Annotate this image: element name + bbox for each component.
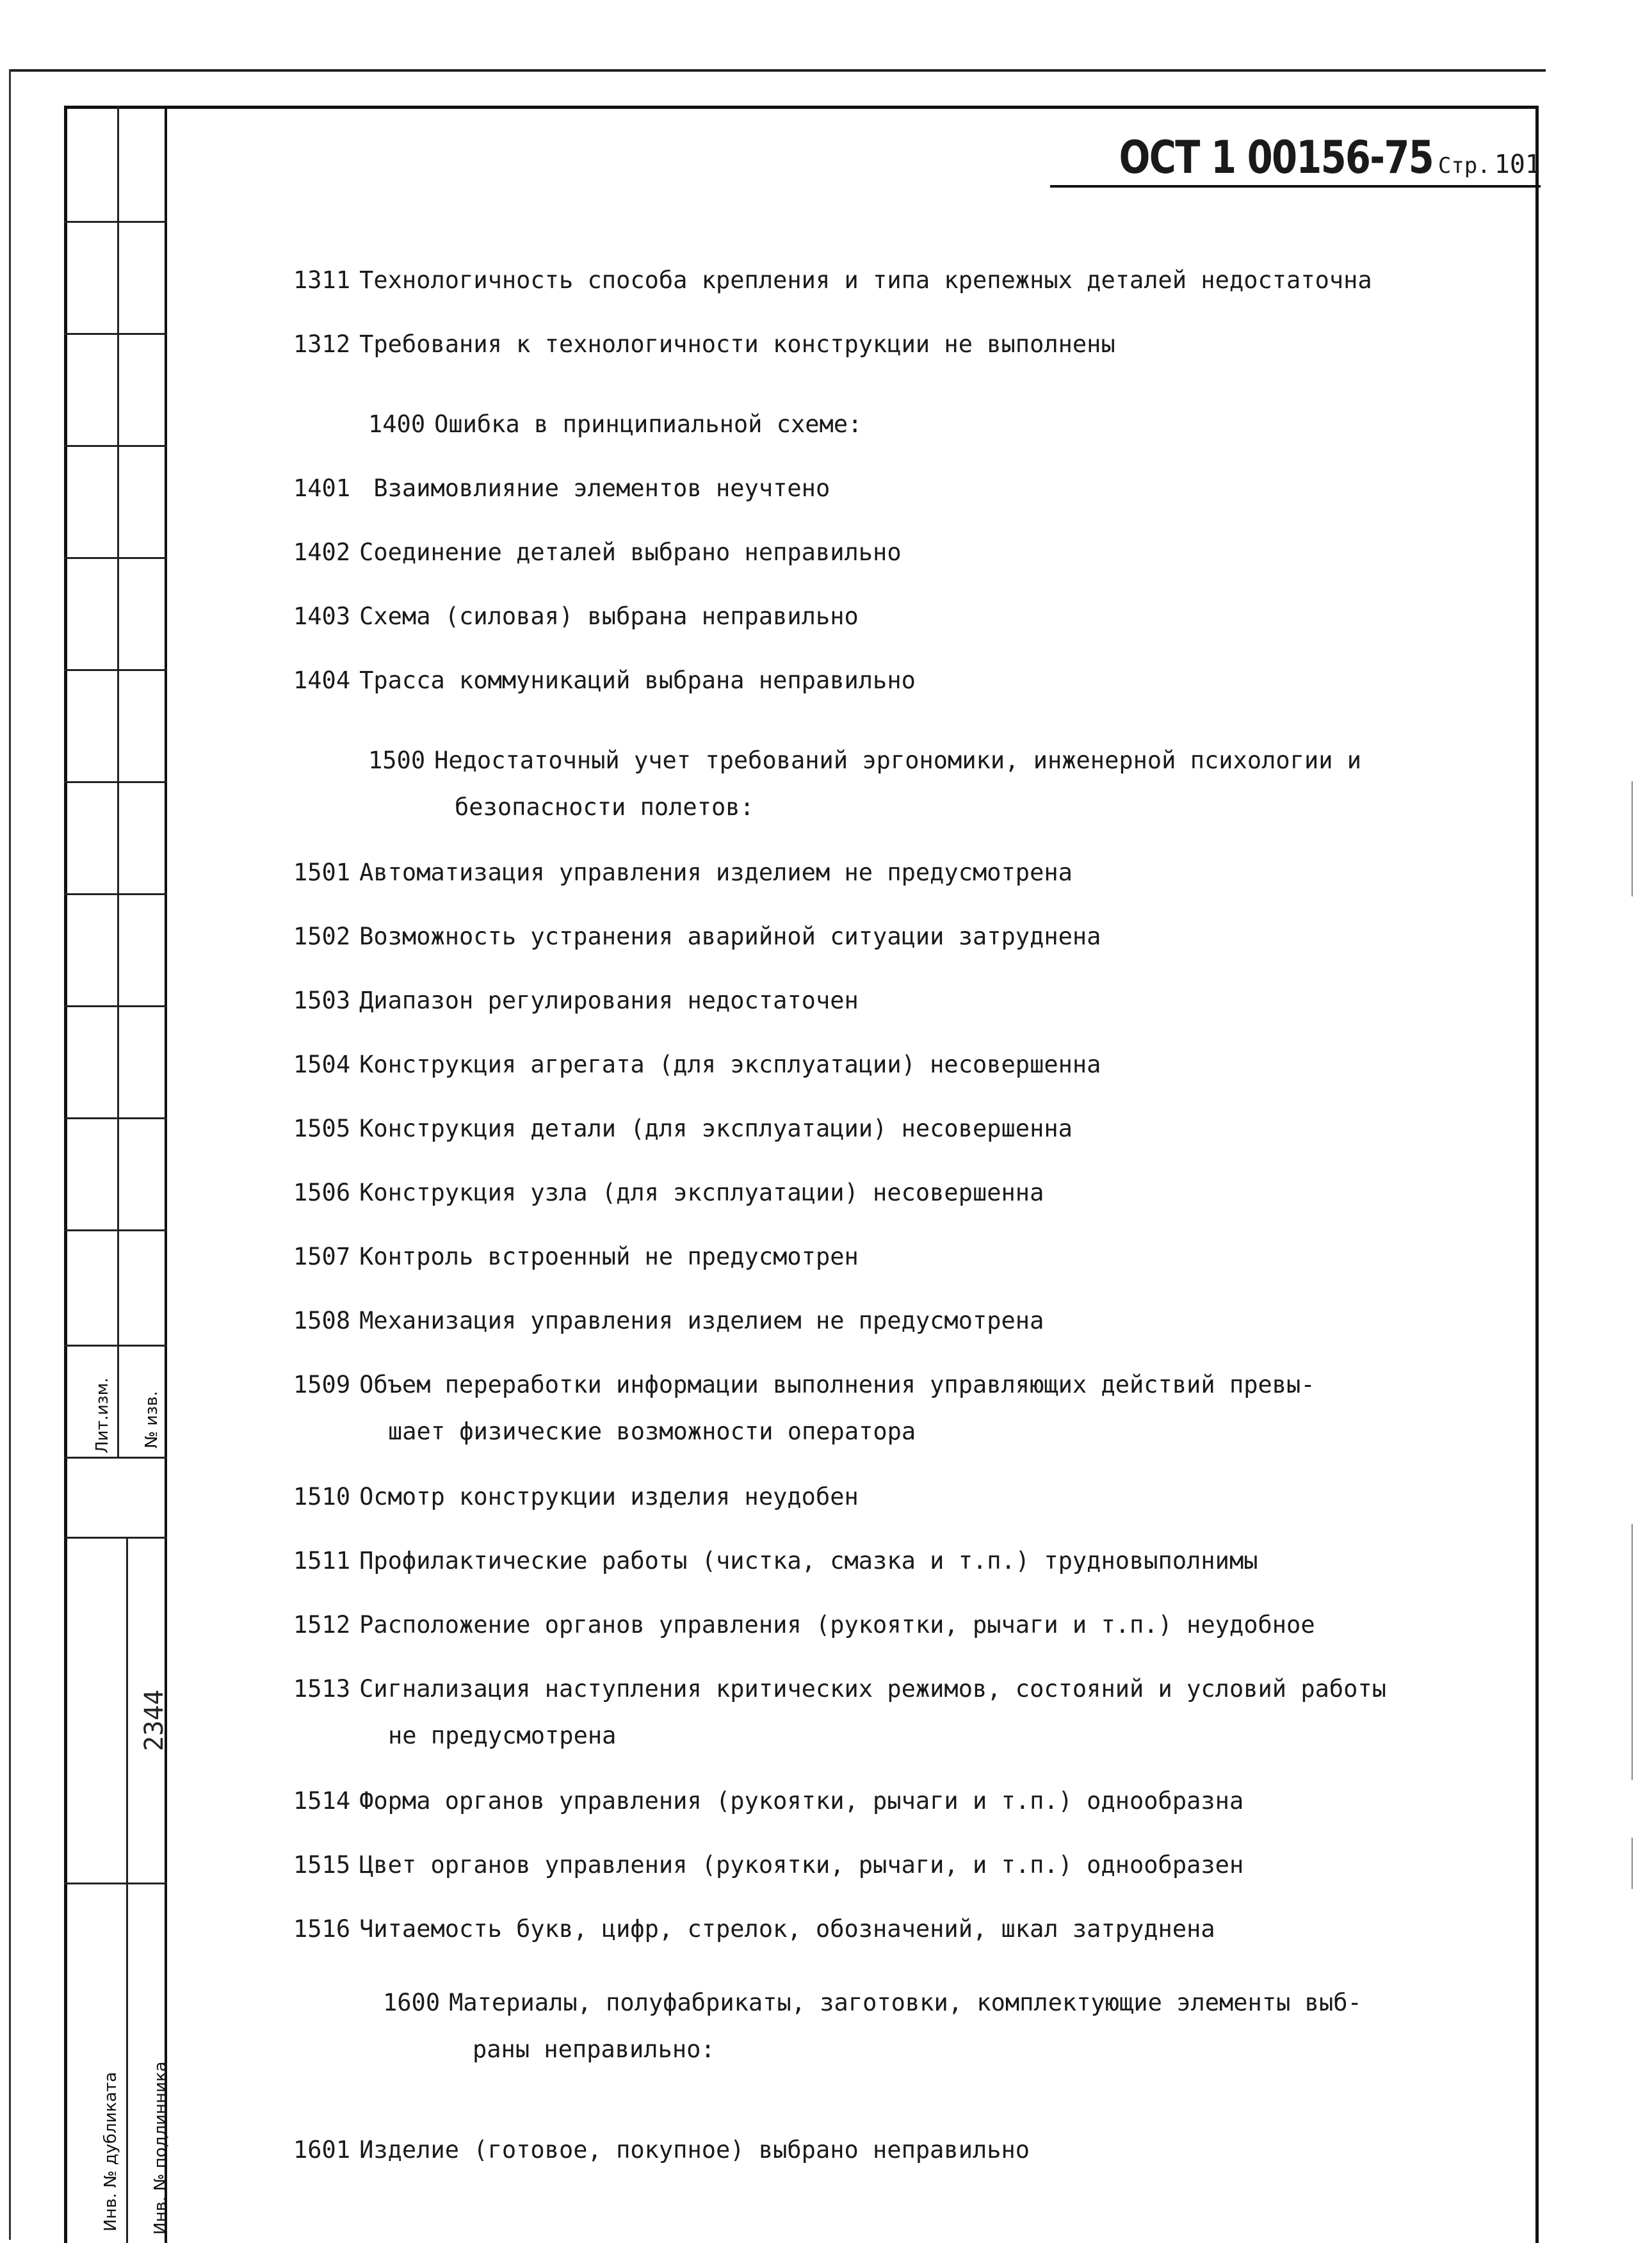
entry-continuation: безопасности полетов:: [455, 793, 754, 821]
entry-code: 1503: [293, 987, 351, 1014]
stamp-strip-cell-line: [64, 1005, 166, 1007]
entry-text: Взаимовлияние элементов неучтено: [359, 474, 830, 502]
list-item: [293, 528, 902, 576]
list-item: [293, 1297, 1044, 1345]
entry-text: Читаемость букв, цифр, стрелок, обозначений, шкал затруднена: [359, 1915, 1215, 1943]
list-item: [293, 1041, 1101, 1089]
list-item: [293, 976, 859, 1024]
list-item: [293, 1105, 1073, 1153]
stamp-strip-cell-line: [64, 669, 166, 671]
entry-text: Изделие (готовое, покупное) выбрано неправильно: [359, 2136, 1030, 2164]
entry-text: Объем переработки информации выполнения управляющих действий превы-: [359, 1371, 1315, 1398]
scan-artifact-line: [1632, 781, 1633, 896]
entry-text: Конструкция агрегата (для эксплуатации) несовершенна: [359, 1051, 1101, 1078]
stamp-strip-cell-line: [64, 1883, 166, 1884]
scan-artifact-line: [1632, 1838, 1633, 1889]
entry-code: 1512: [293, 1611, 351, 1639]
entry-text: Конструкция узла (для эксплуатации) несовершенна: [359, 1179, 1044, 1206]
entry-text: Сигнализация наступления критических режимов, состояний и условий работы: [359, 1675, 1386, 1703]
stamp-inv-dublikata-label: Инв. № дубликата: [101, 2071, 120, 2231]
stamp-strip-cell-line: [64, 1117, 166, 1119]
entry-continuation: шает физические возможности оператора: [388, 1418, 916, 1445]
entry-code: 1506: [293, 1179, 351, 1206]
entry-text: Возможность устранения аварийной ситуации затруднена: [359, 923, 1101, 950]
entry-text: Недостаточный учет требований эргономики, инженерной психологии и: [434, 747, 1362, 774]
entry-code: 1507: [293, 1243, 351, 1270]
list-item: [293, 1905, 1215, 1953]
list-item: [293, 1841, 1243, 1889]
stamp-inventory-number: 2344: [140, 1689, 169, 1751]
list-item: [293, 656, 916, 704]
entry-code: 1509: [293, 1371, 351, 1398]
entry-text: Схема (силовая) выбрана неправильно: [359, 603, 859, 630]
stamp-strip-cell-line: [64, 333, 166, 335]
entry-code: 1511: [293, 1547, 351, 1575]
list-item: [293, 320, 1115, 368]
entry-code: 1403: [293, 603, 351, 630]
stamp-lit-izm-label: Лит.изм.: [93, 1377, 112, 1453]
page-number: 101: [1494, 150, 1541, 179]
list-item: [293, 592, 859, 640]
outer-frame-left-line: [9, 69, 11, 2240]
list-item: [293, 256, 1372, 304]
list-item: [293, 1665, 1386, 1759]
outer-frame-top-line: [9, 69, 1546, 72]
entry-text: Требования к технологичности конструкции не выполнены: [359, 330, 1115, 358]
section-heading: [368, 736, 1361, 830]
entry-code: 1514: [293, 1787, 351, 1815]
entry-code: 1404: [293, 667, 351, 694]
document-code: ОСТ 1 00156-75: [1119, 131, 1433, 184]
list-item: [293, 912, 1101, 960]
entry-code: 1600: [383, 1989, 441, 2016]
list-item: [293, 1233, 859, 1281]
entry-text: Материалы, полуфабрикаты, заготовки, комплектующие элементы выб-: [449, 1989, 1362, 2016]
stamp-n-izv-label: № изв.: [142, 1391, 161, 1448]
list-item: [293, 1473, 859, 1521]
list-item: [293, 1777, 1243, 1825]
stamp-strip-divider-lower: [126, 1537, 128, 2243]
stamp-strip-right-line: [165, 106, 167, 2243]
list-item: [293, 1537, 1258, 1585]
entry-text: Механизация управления изделием не предусмотрена: [359, 1307, 1044, 1334]
stamp-strip-cell-line: [64, 1345, 166, 1347]
entry-code: 1400: [368, 410, 426, 438]
entry-text: Расположение органов управления (рукоятки, рычаги и т.п.) неудобное: [359, 1611, 1315, 1639]
scan-artifact-line: [1632, 1524, 1633, 1780]
section-heading: [368, 400, 862, 448]
list-item: [293, 2126, 1030, 2174]
entry-code: 1502: [293, 923, 351, 950]
entry-continuation: не предусмотрена: [388, 1722, 617, 1749]
list-item: [293, 848, 1073, 896]
entry-code: 1513: [293, 1675, 351, 1703]
inner-frame-top-line: [64, 106, 1538, 109]
stamp-inv-podlinnika-label: Инв. № подлинника: [151, 2061, 170, 2235]
entry-text: Цвет органов управления (рукоятки, рычаги, и т.п.) однообразен: [359, 1851, 1244, 1879]
entry-code: 1500: [368, 747, 426, 774]
entry-text: Технологичность способа крепления и типа крепежных деталей недостаточна: [359, 266, 1372, 294]
entry-code: 1510: [293, 1483, 351, 1510]
stamp-strip-left-line: [64, 106, 67, 2243]
list-item: [293, 464, 830, 512]
entry-text: Диапазон регулирования недостаточен: [359, 987, 859, 1014]
stamp-strip-cell-line: [64, 221, 166, 223]
entry-text: Контроль встроенный не предусмотрен: [359, 1243, 859, 1270]
entry-code: 1402: [293, 538, 351, 566]
stamp-strip-cell-line: [64, 1537, 166, 1539]
entry-text: Осмотр конструкции изделия неудобен: [359, 1483, 859, 1510]
list-item: [293, 1601, 1315, 1649]
section-heading: [383, 1979, 1362, 2073]
stamp-strip-cell-line: [64, 557, 166, 559]
entry-code: 1508: [293, 1307, 351, 1334]
entry-code: 1505: [293, 1115, 351, 1142]
entry-text: Ошибка в принципиальной схеме:: [434, 410, 862, 438]
stamp-strip-cell-line: [64, 445, 166, 447]
entry-code: 1601: [293, 2136, 351, 2164]
stamp-strip-cell-line: [64, 1457, 166, 1459]
entry-text: Соединение деталей выбрано неправильно: [359, 538, 902, 566]
stamp-strip-cell-line: [64, 781, 166, 783]
page-header: [1050, 131, 1541, 188]
entry-code: 1504: [293, 1051, 351, 1078]
entry-text: Автоматизация управления изделием не предусмотрена: [359, 859, 1073, 886]
entry-code: 1516: [293, 1915, 351, 1943]
page-label: Стр.: [1437, 153, 1491, 179]
entry-code: 1501: [293, 859, 351, 886]
entry-code: 1515: [293, 1851, 351, 1879]
entry-text: Профилактические работы (чистка, смазка и т.п.) трудновыполнимы: [359, 1547, 1258, 1575]
list-item: [293, 1361, 1315, 1455]
entry-code: 1312: [293, 330, 351, 358]
entry-continuation: раны неправильно:: [473, 2036, 715, 2063]
inner-frame-right-line: [1535, 106, 1539, 2243]
entry-text: Конструкция детали (для эксплуатации) несовершенна: [359, 1115, 1073, 1142]
entry-code: 1401: [293, 474, 351, 502]
entry-text: Форма органов управления (рукоятки, рычаги и т.п.) однообразна: [359, 1787, 1244, 1815]
stamp-strip-cell-line: [64, 1229, 166, 1231]
entry-text: Трасса коммуникаций выбрана неправильно: [359, 667, 916, 694]
stamp-strip-cell-line: [64, 893, 166, 895]
list-item: [293, 1169, 1044, 1217]
entry-code: 1311: [293, 266, 351, 294]
